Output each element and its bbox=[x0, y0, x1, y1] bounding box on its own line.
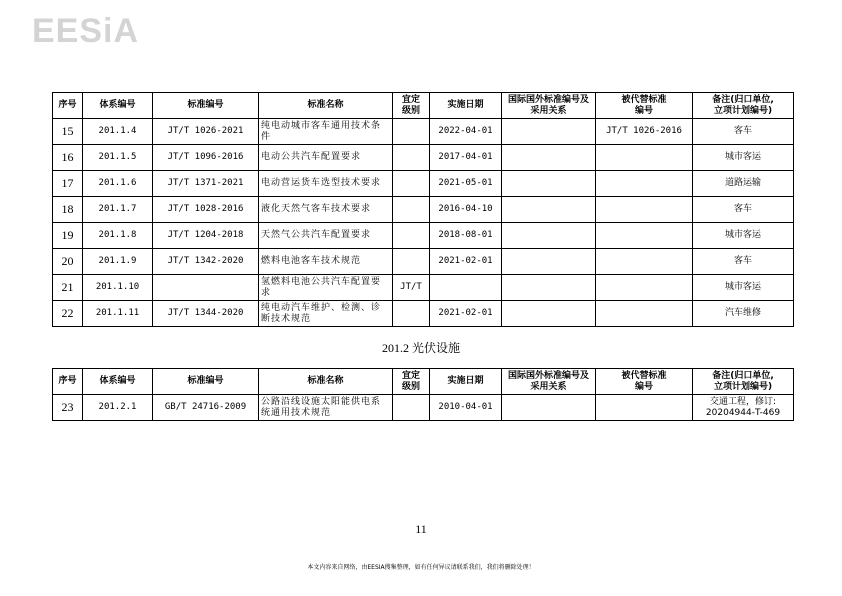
cell-seq: 16 bbox=[53, 145, 83, 171]
header-standard-no: 标准编号 bbox=[153, 93, 259, 119]
cell-note: 汽车维修 bbox=[693, 301, 794, 327]
cell-level bbox=[393, 171, 430, 197]
cell-date: 2022-04-01 bbox=[430, 119, 502, 145]
table-row bbox=[53, 301, 794, 327]
cell-intl bbox=[502, 275, 596, 301]
cell-intl bbox=[502, 301, 596, 327]
cell-level bbox=[393, 145, 430, 171]
table-header-row bbox=[53, 369, 794, 395]
standards-table-1 bbox=[52, 92, 794, 327]
header-system-no: 体系编号 bbox=[83, 93, 153, 119]
cell-system-no: 201.1.8 bbox=[83, 223, 153, 249]
cell-replaced bbox=[596, 301, 693, 327]
cell-level bbox=[393, 197, 430, 223]
cell-date: 2021-02-01 bbox=[430, 249, 502, 275]
cell-level bbox=[393, 301, 430, 327]
cell-date: 2021-05-01 bbox=[430, 171, 502, 197]
table-row bbox=[53, 275, 794, 301]
cell-seq: 19 bbox=[53, 223, 83, 249]
cell-replaced bbox=[596, 223, 693, 249]
header-note: 备注(归口单位, 立项计划编号) bbox=[693, 93, 794, 119]
header-date: 实施日期 bbox=[430, 93, 502, 119]
eesia-logo: EESiA bbox=[32, 12, 140, 50]
cell-note: 客车 bbox=[693, 197, 794, 223]
cell-standard-no: JT/T 1344-2020 bbox=[153, 301, 259, 327]
standards-table-2 bbox=[52, 368, 794, 421]
cell-system-no: 201.1.5 bbox=[83, 145, 153, 171]
cell-standard-no: JT/T 1204-2018 bbox=[153, 223, 259, 249]
cell-intl bbox=[502, 249, 596, 275]
cell-intl bbox=[502, 395, 596, 421]
cell-system-no: 201.1.11 bbox=[83, 301, 153, 327]
cell-level bbox=[393, 119, 430, 145]
cell-replaced bbox=[596, 197, 693, 223]
table-row bbox=[53, 223, 794, 249]
cell-system-no: 201.1.6 bbox=[83, 171, 153, 197]
header-note: 备注(归口单位, 立项计划编号) bbox=[693, 369, 794, 395]
cell-standard-no bbox=[153, 275, 259, 301]
cell-replaced bbox=[596, 145, 693, 171]
cell-system-no: 201.1.7 bbox=[83, 197, 153, 223]
cell-standard-name: 电动公共汽车配置要求 bbox=[259, 145, 393, 171]
cell-seq: 22 bbox=[53, 301, 83, 327]
header-standard-name: 标准名称 bbox=[259, 369, 393, 395]
cell-replaced bbox=[596, 249, 693, 275]
cell-standard-no: JT/T 1342-2020 bbox=[153, 249, 259, 275]
cell-intl bbox=[502, 145, 596, 171]
cell-date: 2016-04-10 bbox=[430, 197, 502, 223]
cell-standard-name: 液化天然气客车技术要求 bbox=[259, 197, 393, 223]
cell-level bbox=[393, 249, 430, 275]
table-row bbox=[53, 171, 794, 197]
cell-seq: 17 bbox=[53, 171, 83, 197]
cell-note: 城市客运 bbox=[693, 275, 794, 301]
header-system-no: 体系编号 bbox=[83, 369, 153, 395]
cell-intl bbox=[502, 197, 596, 223]
cell-standard-no: JT/T 1028-2016 bbox=[153, 197, 259, 223]
cell-level bbox=[393, 395, 430, 421]
cell-standard-name: 公路沿线设施太阳能供电系统通用技术规范 bbox=[259, 395, 393, 421]
cell-note: 城市客运 bbox=[693, 223, 794, 249]
table-row bbox=[53, 249, 794, 275]
cell-seq: 15 bbox=[53, 119, 83, 145]
table-row bbox=[53, 395, 794, 421]
section-heading: 201.2 光伏设施 bbox=[381, 341, 460, 355]
cell-note: 客车 bbox=[693, 249, 794, 275]
cell-standard-name: 燃料电池客车技术规范 bbox=[259, 249, 393, 275]
header-replaced: 被代替标准 编号 bbox=[596, 93, 693, 119]
cell-standard-name: 天然气公共汽车配置要求 bbox=[259, 223, 393, 249]
cell-system-no: 201.1.4 bbox=[83, 119, 153, 145]
cell-replaced: JT/T 1026-2016 bbox=[596, 119, 693, 145]
cell-note: 道路运输 bbox=[693, 171, 794, 197]
cell-standard-name: 纯电动汽车维护、检测、诊断技术规范 bbox=[259, 301, 393, 327]
header-intl: 国际国外标准编号及采用关系 bbox=[502, 369, 596, 395]
cell-standard-no: GB/T 24716-2009 bbox=[153, 395, 259, 421]
header-level: 宜定 级别 bbox=[393, 369, 430, 395]
cell-system-no: 201.1.9 bbox=[83, 249, 153, 275]
cell-standard-name: 电动营运货车选型技术要求 bbox=[259, 171, 393, 197]
cell-level: JT/T bbox=[393, 275, 430, 301]
cell-standard-no: JT/T 1371-2021 bbox=[153, 171, 259, 197]
cell-replaced bbox=[596, 395, 693, 421]
cell-seq: 21 bbox=[53, 275, 83, 301]
cell-standard-no: JT/T 1096-2016 bbox=[153, 145, 259, 171]
cell-standard-no: JT/T 1026-2021 bbox=[153, 119, 259, 145]
cell-replaced bbox=[596, 275, 693, 301]
cell-intl bbox=[502, 171, 596, 197]
table-row bbox=[53, 119, 794, 145]
header-level: 宜定 级别 bbox=[393, 93, 430, 119]
header-replaced: 被代替标准 编号 bbox=[596, 369, 693, 395]
cell-seq: 18 bbox=[53, 197, 83, 223]
cell-standard-name: 氢燃料电池公共汽车配置要求 bbox=[259, 275, 393, 301]
cell-date: 2021-02-01 bbox=[430, 301, 502, 327]
cell-seq: 23 bbox=[53, 395, 83, 421]
cell-intl bbox=[502, 119, 596, 145]
header-standard-no: 标准编号 bbox=[153, 369, 259, 395]
cell-intl bbox=[502, 223, 596, 249]
header-seq: 序号 bbox=[53, 369, 83, 395]
table-row bbox=[53, 197, 794, 223]
cell-standard-name: 纯电动城市客车通用技术条件 bbox=[259, 119, 393, 145]
cell-note: 客车 bbox=[693, 119, 794, 145]
cell-level bbox=[393, 223, 430, 249]
cell-note: 城市客运 bbox=[693, 145, 794, 171]
cell-system-no: 201.2.1 bbox=[83, 395, 153, 421]
header-date: 实施日期 bbox=[430, 369, 502, 395]
cell-date: 2018-08-01 bbox=[430, 223, 502, 249]
cell-replaced bbox=[596, 171, 693, 197]
table-row bbox=[53, 145, 794, 171]
table-header-row bbox=[53, 93, 794, 119]
cell-date: 2017-04-01 bbox=[430, 145, 502, 171]
cell-system-no: 201.1.10 bbox=[83, 275, 153, 301]
page-number: 11 bbox=[415, 522, 427, 536]
header-intl: 国际国外标准编号及采用关系 bbox=[502, 93, 596, 119]
cell-seq: 20 bbox=[53, 249, 83, 275]
cell-date bbox=[430, 275, 502, 301]
footer-disclaimer: 本文内容来自网络，由EESIA搜集整理，如有任何异议请联系我们，我们将删除处理！ bbox=[307, 564, 535, 571]
cell-note: 交通工程，修订: 20204944-T-469 bbox=[693, 395, 794, 421]
header-seq: 序号 bbox=[53, 93, 83, 119]
header-standard-name: 标准名称 bbox=[259, 93, 393, 119]
cell-date: 2010-04-01 bbox=[430, 395, 502, 421]
